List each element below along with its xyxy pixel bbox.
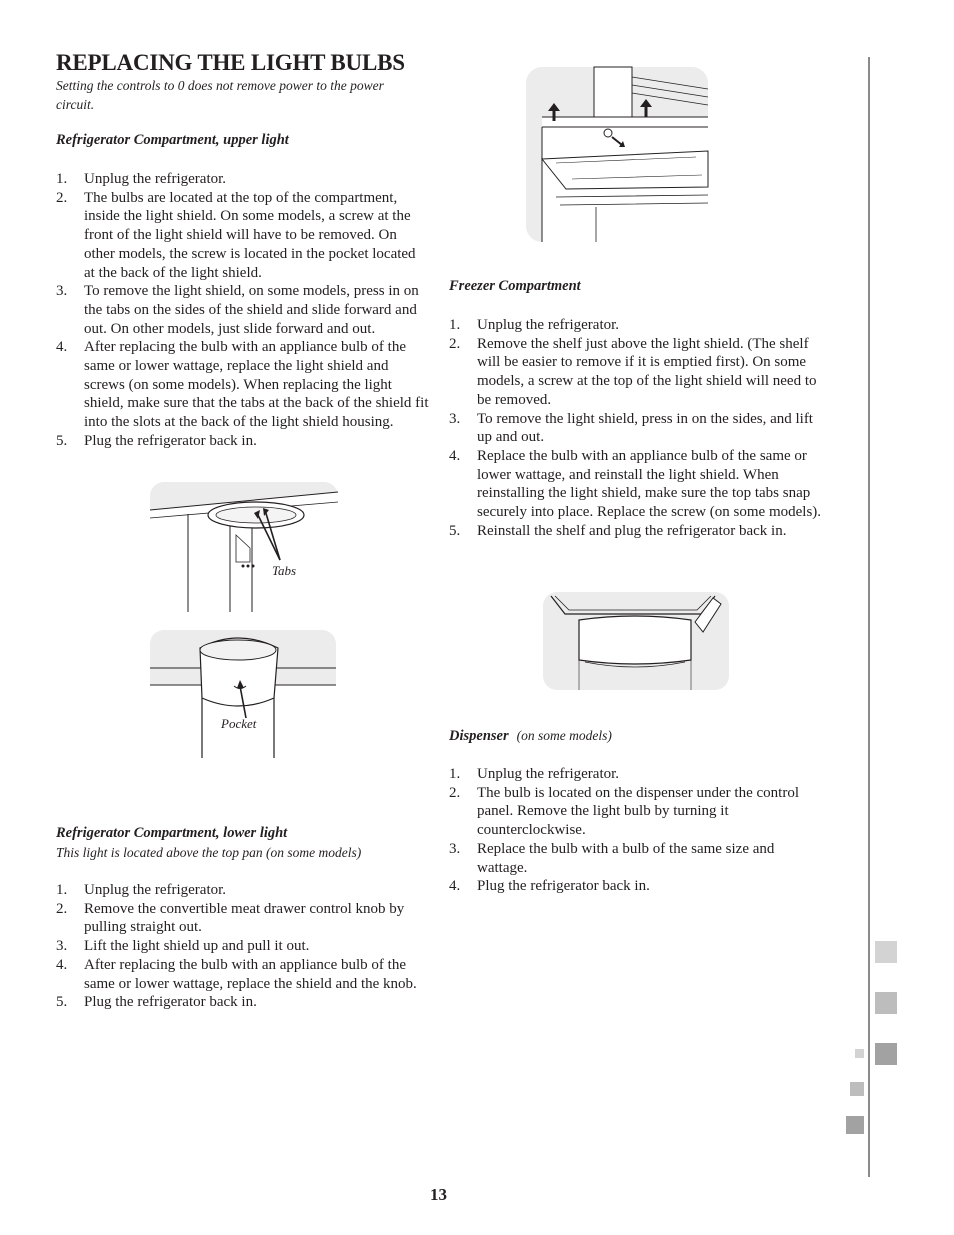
freezer-steps [449, 316, 825, 540]
lower-light-steps [56, 881, 430, 1012]
step-number: 3. [449, 840, 461, 857]
step-item [56, 432, 430, 451]
step-number: 2. [56, 900, 68, 917]
step-text: Unplug the refrigerator. [477, 766, 620, 782]
step-number: 4. [56, 339, 68, 356]
step-item [56, 338, 430, 432]
pocket-label: Pocket [221, 716, 257, 731]
step-number: 4. [449, 878, 461, 895]
step-text: Plug the refrigerator back in. [84, 994, 257, 1011]
step-item [56, 956, 430, 993]
lower-light-heading: Refrigerator Compartment, lower light [56, 825, 288, 841]
step-text: Plug the refrigerator back in. [477, 878, 650, 895]
step-text: Unplug the refrigerator. [84, 882, 227, 898]
page-subtitle: Setting the controls to 0 does not remove power to the power circuit. [56, 78, 384, 112]
freezer-shield-illustration [526, 67, 710, 243]
step-text: The bulbs are located at the top of the compartment, inside the light shield. On some models, a screw at the front of the light shield will have to be removed. On other models, the screw is located in the pocket located at the back of the light shield. [84, 189, 416, 281]
step-text: The bulb is located on the dispenser under the control panel. Remove the light bulb by turning it counterclockwise. [477, 784, 799, 839]
step-item [449, 840, 821, 877]
dispenser-heading-row [449, 727, 612, 745]
page-title: REPLACING THE LIGHT BULBS [56, 50, 405, 75]
step-text: To remove the light shield, on some models, press in on the tabs on the sides of the shield and slide forward and out. On other models, just slide forward and out. [84, 283, 419, 337]
step-item [56, 170, 430, 189]
step-text: Plug the refrigerator back in. [84, 432, 257, 449]
step-item [449, 765, 821, 784]
step-text: Unplug the refrigerator. [84, 171, 227, 187]
margin-rule [868, 57, 870, 1177]
decorative-square [846, 1116, 864, 1134]
step-text: Remove the convertible meat drawer control knob by pulling straight out. [84, 900, 405, 936]
pocket-illustration [150, 628, 340, 763]
step-item [449, 316, 825, 335]
step-number: 4. [56, 956, 68, 973]
step-text: To remove the light shield, press in on the sides, and lift up and out. [477, 410, 813, 446]
step-number: 4. [449, 447, 461, 464]
upper-light-heading: Refrigerator Compartment, upper light [56, 132, 289, 148]
decorative-square [875, 992, 897, 1014]
step-number: 3. [56, 938, 68, 955]
step-item [56, 900, 430, 937]
step-text: After replacing the bulb with an appliance bulb of the same or lower wattage, replace the light shield and screws (on some models). When replacing the light shield, make sure that the tabs at the back of the shield fit into the slots at the back of the light shield housing. [84, 339, 429, 431]
decorative-square [875, 1043, 897, 1065]
dispenser-heading-note: (on some models) [516, 728, 612, 743]
step-item [449, 410, 825, 447]
step-item [449, 447, 825, 522]
step-number: 5. [449, 522, 461, 539]
step-number: 3. [449, 410, 461, 427]
step-item [56, 937, 430, 956]
step-item [56, 881, 430, 900]
step-number: 5. [56, 994, 68, 1011]
step-number: 2. [449, 784, 461, 801]
step-number: 1. [56, 882, 68, 898]
step-number: 5. [56, 432, 68, 449]
decorative-square [875, 941, 897, 963]
dispenser-illustration [543, 592, 731, 692]
tabs-illustration [150, 480, 340, 615]
freezer-heading: Freezer Compartment [449, 278, 581, 294]
step-text: Reinstall the shelf and plug the refrigerator back in. [477, 522, 787, 539]
dispenser-heading: Dispenser [449, 728, 509, 744]
decorative-square [850, 1082, 864, 1096]
step-number: 1. [449, 317, 461, 333]
step-number: 1. [56, 171, 68, 187]
step-text: Replace the bulb with an appliance bulb of the same or lower wattage, and reinstall the light shield. When reinstalling the light shield, make sure the top tabs snap securely into place. Replace the screw (on some models). [477, 447, 822, 521]
step-text: Replace the bulb with a bulb of the same size and wattage. [477, 840, 775, 876]
step-item [449, 877, 821, 896]
step-text: Unplug the refrigerator. [477, 317, 620, 333]
lower-light-note: This light is located above the top pan (on some models) [56, 845, 362, 860]
step-number: 2. [56, 189, 68, 206]
step-text: Lift the light shield up and pull it out. [84, 938, 310, 955]
step-item [449, 522, 825, 541]
step-number: 2. [449, 335, 461, 352]
step-item [56, 189, 430, 283]
step-item [449, 335, 825, 410]
step-item [56, 282, 430, 338]
step-item [449, 784, 821, 840]
step-number: 1. [449, 766, 461, 782]
step-number: 3. [56, 283, 68, 300]
step-text: Remove the shelf just above the light shield. (The shelf will be easier to remove if it is emptied first). On some models, a screw at the top of the light shield will need to be removed. [477, 335, 817, 408]
step-item [56, 993, 430, 1012]
decorative-square [855, 1049, 864, 1058]
tabs-label: Tabs [272, 563, 297, 578]
page-number: 13 [430, 1185, 447, 1204]
upper-light-steps [56, 170, 430, 451]
dispenser-steps [449, 765, 821, 896]
step-text: After replacing the bulb with an appliance bulb of the same or lower wattage, replace the shield and the knob. [84, 956, 417, 992]
